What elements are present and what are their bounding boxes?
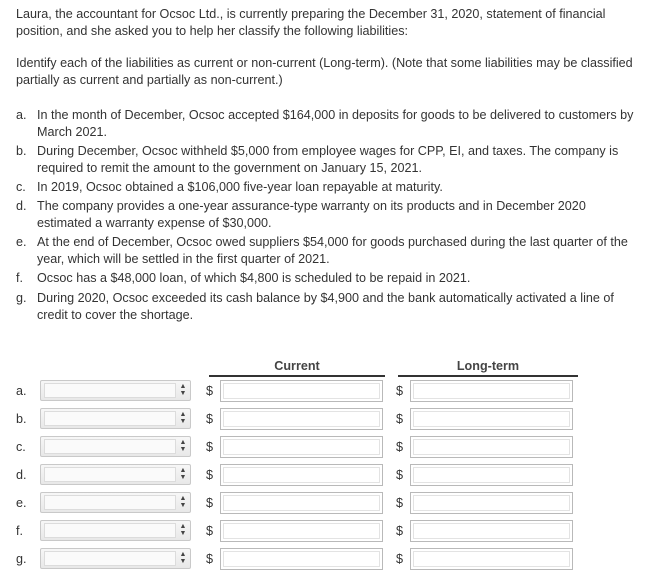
item-letter: d. [16, 199, 27, 213]
current-amount-input[interactable] [220, 492, 383, 514]
input-value [223, 551, 380, 567]
current-amount-input[interactable] [220, 408, 383, 430]
currency-symbol: $ [206, 440, 214, 454]
select-value [44, 551, 176, 566]
table-row [0, 518, 663, 546]
currency-symbol: $ [206, 412, 214, 426]
table-row [0, 434, 663, 462]
longterm-column-header: Long-term [398, 358, 578, 377]
currency-symbol: $ [206, 524, 214, 538]
classification-select[interactable] [40, 380, 191, 401]
currency-symbol: $ [206, 384, 214, 398]
longterm-amount-input[interactable] [410, 380, 573, 402]
item-letter: e. [16, 235, 27, 249]
input-value [223, 467, 380, 483]
current-column-header: Current [209, 358, 385, 377]
select-value [44, 467, 176, 482]
row-label: b. [16, 412, 27, 426]
longterm-amount-input[interactable] [410, 520, 573, 542]
item-text: In the month of December, Ocsoc accepted $164,000 in deposits for goods to be delivered to customers by March 2021. [37, 108, 634, 139]
table-row [0, 378, 663, 406]
table-row [0, 406, 663, 434]
input-value [223, 495, 380, 511]
classification-select[interactable] [40, 520, 191, 541]
select-value [44, 383, 176, 398]
input-value [413, 495, 570, 511]
item-text: During December, Ocsoc withheld $5,000 from employee wages for CPP, EI, and taxes. The company is required to remit the amount to the government on January 15, 2021. [37, 144, 619, 175]
currency-symbol: $ [206, 552, 214, 566]
updown-arrows-icon: ▲ ▼ [179, 551, 187, 565]
updown-arrows-icon: ▲ ▼ [179, 383, 187, 397]
longterm-amount-input[interactable] [410, 464, 573, 486]
input-value [413, 551, 570, 567]
table-row [0, 490, 663, 518]
input-value [413, 467, 570, 483]
current-amount-input[interactable] [220, 520, 383, 542]
updown-arrows-icon: ▲ ▼ [179, 411, 187, 425]
select-value [44, 439, 176, 454]
table-row [0, 462, 663, 490]
input-value [413, 523, 570, 539]
current-amount-input[interactable] [220, 464, 383, 486]
item-letter: f. [16, 271, 23, 285]
currency-symbol: $ [396, 440, 404, 454]
currency-symbol: $ [396, 552, 404, 566]
currency-symbol: $ [396, 524, 404, 538]
row-label: a. [16, 384, 27, 398]
updown-arrows-icon: ▲ ▼ [179, 523, 187, 537]
item-letter: c. [16, 180, 26, 194]
row-label: g. [16, 552, 27, 566]
item-letter: b. [16, 144, 27, 158]
classification-select[interactable] [40, 436, 191, 457]
item-text: Ocsoc has a $48,000 loan, of which $4,800 is scheduled to be repaid in 2021. [37, 271, 471, 285]
instructions-text: Identify each of the liabilities as current or non-current (Long-term). (Note that some liabilities may be classified partially as current and partially as non-current.) [16, 56, 633, 87]
current-amount-input[interactable] [220, 380, 383, 402]
item-letter: a. [16, 108, 27, 122]
select-value [44, 495, 176, 510]
classification-select[interactable] [40, 464, 191, 485]
longterm-amount-input[interactable] [410, 548, 573, 570]
item-text: During 2020, Ocsoc exceeded its cash balance by $4,900 and the bank automatically activated a line of credit to cover the shortage. [37, 291, 614, 322]
currency-symbol: $ [206, 468, 214, 482]
input-value [413, 383, 570, 399]
input-value [223, 439, 380, 455]
input-value [223, 523, 380, 539]
currency-symbol: $ [396, 468, 404, 482]
longterm-amount-input[interactable] [410, 436, 573, 458]
longterm-amount-input[interactable] [410, 492, 573, 514]
row-label: c. [16, 440, 26, 454]
classification-select[interactable] [40, 548, 191, 569]
select-value [44, 411, 176, 426]
select-value [44, 523, 176, 538]
row-label: d. [16, 468, 27, 482]
updown-arrows-icon: ▲ ▼ [179, 439, 187, 453]
input-value [223, 411, 380, 427]
item-text: In 2019, Ocsoc obtained a $106,000 five-year loan repayable at maturity. [37, 180, 443, 194]
longterm-amount-input[interactable] [410, 408, 573, 430]
currency-symbol: $ [396, 496, 404, 510]
current-amount-input[interactable] [220, 548, 383, 570]
updown-arrows-icon: ▲ ▼ [179, 467, 187, 481]
item-text: The company provides a one-year assurance-type warranty on its products and in December 2020 estimated a warranty expense of $30,000. [37, 199, 586, 230]
currency-symbol: $ [206, 496, 214, 510]
intro-text: Laura, the accountant for Ocsoc Ltd., is currently preparing the December 31, 2020, statement of financial position, and she asked you to help her classify the following liabilities: [16, 7, 606, 38]
classification-select[interactable] [40, 492, 191, 513]
input-value [223, 383, 380, 399]
updown-arrows-icon: ▲ ▼ [179, 495, 187, 509]
input-value [413, 439, 570, 455]
table-row [0, 546, 663, 574]
item-letter: g. [16, 291, 27, 305]
current-amount-input[interactable] [220, 436, 383, 458]
row-label: e. [16, 496, 27, 510]
currency-symbol: $ [396, 412, 404, 426]
input-value [413, 411, 570, 427]
item-text: At the end of December, Ocsoc owed suppliers $54,000 for goods purchased during the last quarter of the year, which will be settled in the first quarter of 2021. [37, 235, 628, 266]
currency-symbol: $ [396, 384, 404, 398]
row-label: f. [16, 524, 23, 538]
classification-select[interactable] [40, 408, 191, 429]
